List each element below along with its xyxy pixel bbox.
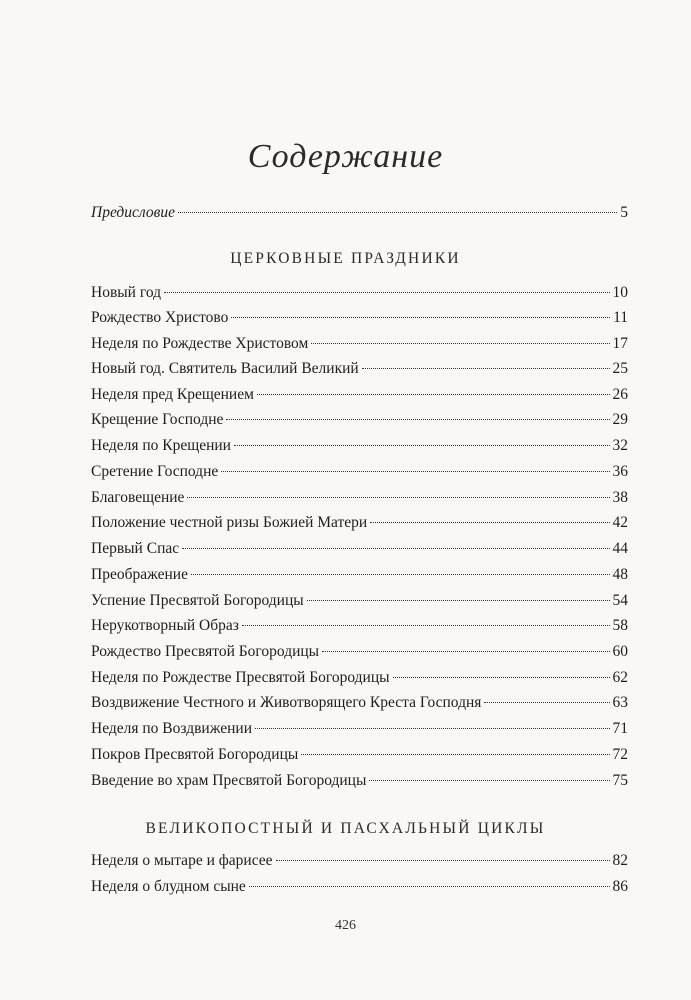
section-heading: ЦЕРКОВНЫЕ ПРАЗДНИКИ bbox=[230, 250, 461, 267]
toc-entry[interactable] bbox=[91, 282, 628, 304]
toc-entry-page: 10 bbox=[612, 284, 628, 301]
toc-entry-page: 58 bbox=[612, 617, 628, 634]
dot-leader bbox=[249, 886, 610, 887]
toc-entry[interactable] bbox=[91, 744, 628, 766]
toc-entry[interactable] bbox=[91, 615, 628, 637]
toc-entry-label: Введение во храм Пресвятой Богородицы bbox=[91, 772, 367, 789]
dot-leader bbox=[257, 394, 610, 395]
toc-entry-page: 26 bbox=[612, 386, 628, 403]
toc-entry-label: Неделя по Воздвижении bbox=[91, 720, 252, 737]
toc-entry-preface[interactable] bbox=[91, 202, 628, 224]
toc-entry-label: Новый год bbox=[91, 284, 162, 301]
toc-entry[interactable] bbox=[91, 487, 628, 509]
page-title: Содержание bbox=[247, 138, 444, 175]
toc-entry-label: Сретение Господне bbox=[91, 463, 219, 480]
toc-entry-page: 32 bbox=[612, 437, 628, 454]
page-number: 426 bbox=[335, 918, 356, 933]
dot-leader bbox=[370, 522, 609, 523]
toc-entry-label: Неделя по Рождестве Христовом bbox=[91, 335, 309, 352]
toc-entry-page: 75 bbox=[612, 772, 628, 789]
toc-entry-label: Рождество Пресвятой Богородицы bbox=[91, 643, 320, 660]
toc-entry[interactable] bbox=[91, 384, 628, 406]
dot-leader bbox=[164, 292, 609, 293]
toc-entry-label: Новый год. Святитель Василий Великий bbox=[91, 360, 359, 377]
dot-leader bbox=[393, 677, 610, 678]
dot-leader bbox=[178, 212, 617, 213]
dot-leader bbox=[182, 548, 609, 549]
toc-entry[interactable] bbox=[91, 538, 628, 560]
toc-entry-label: Крещение Господне bbox=[91, 411, 224, 428]
toc-entry[interactable] bbox=[91, 770, 628, 792]
dot-leader bbox=[226, 419, 609, 420]
toc-entry-label: Преображение bbox=[91, 566, 188, 583]
toc-entry-page: 42 bbox=[612, 514, 628, 531]
toc-entry-label: Неделя пред Крещением bbox=[91, 386, 254, 403]
toc-entry-page: 5 bbox=[620, 204, 628, 221]
dot-leader bbox=[484, 702, 609, 703]
toc-entry-page: 82 bbox=[612, 852, 628, 869]
toc-entry[interactable] bbox=[91, 435, 628, 457]
toc-entry-label: Благовещение bbox=[91, 489, 185, 506]
toc-entry-page: 63 bbox=[612, 694, 628, 711]
toc-entry[interactable] bbox=[91, 307, 628, 329]
toc-entry-label: Предисловие bbox=[91, 204, 175, 221]
toc-entry-label: Покров Пресвятой Богородицы bbox=[91, 746, 299, 763]
dot-leader bbox=[221, 471, 609, 472]
toc-entry-page: 25 bbox=[612, 360, 628, 377]
toc-entry-page: 62 bbox=[612, 669, 628, 686]
toc-entry-page: 54 bbox=[612, 592, 628, 609]
toc-entry-page: 11 bbox=[613, 309, 628, 326]
toc-entry-page: 72 bbox=[612, 746, 628, 763]
toc-entry-label: Неделя о мытаре и фарисее bbox=[91, 852, 273, 869]
dot-leader bbox=[276, 860, 610, 861]
toc-entry[interactable] bbox=[91, 876, 628, 898]
dot-leader bbox=[307, 600, 610, 601]
toc-entry[interactable] bbox=[91, 718, 628, 740]
section-heading: ВЕЛИКОПОСТНЫЙ И ПАСХАЛЬНЫЙ ЦИКЛЫ bbox=[145, 820, 546, 837]
toc-entry-page: 60 bbox=[612, 643, 628, 660]
toc-entry[interactable] bbox=[91, 333, 628, 355]
dot-leader bbox=[231, 317, 610, 318]
toc-entry-page: 86 bbox=[612, 878, 628, 895]
toc-entry[interactable] bbox=[91, 564, 628, 586]
toc-entry[interactable] bbox=[91, 409, 628, 431]
toc-entry-label: Неделя по Крещении bbox=[91, 437, 231, 454]
toc-entry-page: 38 bbox=[612, 489, 628, 506]
toc-entry-label: Воздвижение Честного и Животворящего Креста Господня bbox=[91, 694, 482, 711]
dot-leader bbox=[242, 625, 610, 626]
toc-entry-page: 44 bbox=[612, 540, 628, 557]
toc-entry[interactable] bbox=[91, 641, 628, 663]
dot-leader bbox=[187, 497, 609, 498]
toc-entry-page: 36 bbox=[612, 463, 628, 480]
toc-entry-label: Первый Спас bbox=[91, 540, 180, 557]
toc-entry[interactable] bbox=[91, 692, 628, 714]
toc-entry-label: Успение Пресвятой Богородицы bbox=[91, 592, 304, 609]
toc-entry[interactable] bbox=[91, 358, 628, 380]
toc-entry-page: 29 bbox=[612, 411, 628, 428]
dot-leader bbox=[322, 651, 609, 652]
toc-entry-page: 71 bbox=[612, 720, 628, 737]
dot-leader bbox=[301, 754, 609, 755]
toc-entry[interactable] bbox=[91, 461, 628, 483]
toc-entry-label: Неделя о блудном сыне bbox=[91, 878, 246, 895]
dot-leader bbox=[234, 445, 610, 446]
toc-entry[interactable] bbox=[91, 512, 628, 534]
toc-entry-label: Неделя по Рождестве Пресвятой Богородицы bbox=[91, 669, 390, 686]
dot-leader bbox=[311, 343, 609, 344]
toc-entry-label: Нерукотворный Образ bbox=[91, 617, 239, 634]
toc-entry-label: Рождество Христово bbox=[91, 309, 229, 326]
dot-leader bbox=[362, 368, 610, 369]
toc-entry-page: 17 bbox=[612, 335, 628, 352]
dot-leader bbox=[255, 728, 610, 729]
toc-entry-label: Положение честной ризы Божией Матери bbox=[91, 514, 368, 531]
toc-entry-page: 48 bbox=[612, 566, 628, 583]
toc-entry[interactable] bbox=[91, 590, 628, 612]
toc-entry[interactable] bbox=[91, 667, 628, 689]
dot-leader bbox=[191, 574, 610, 575]
toc-entry[interactable] bbox=[91, 850, 628, 872]
dot-leader bbox=[369, 780, 609, 781]
